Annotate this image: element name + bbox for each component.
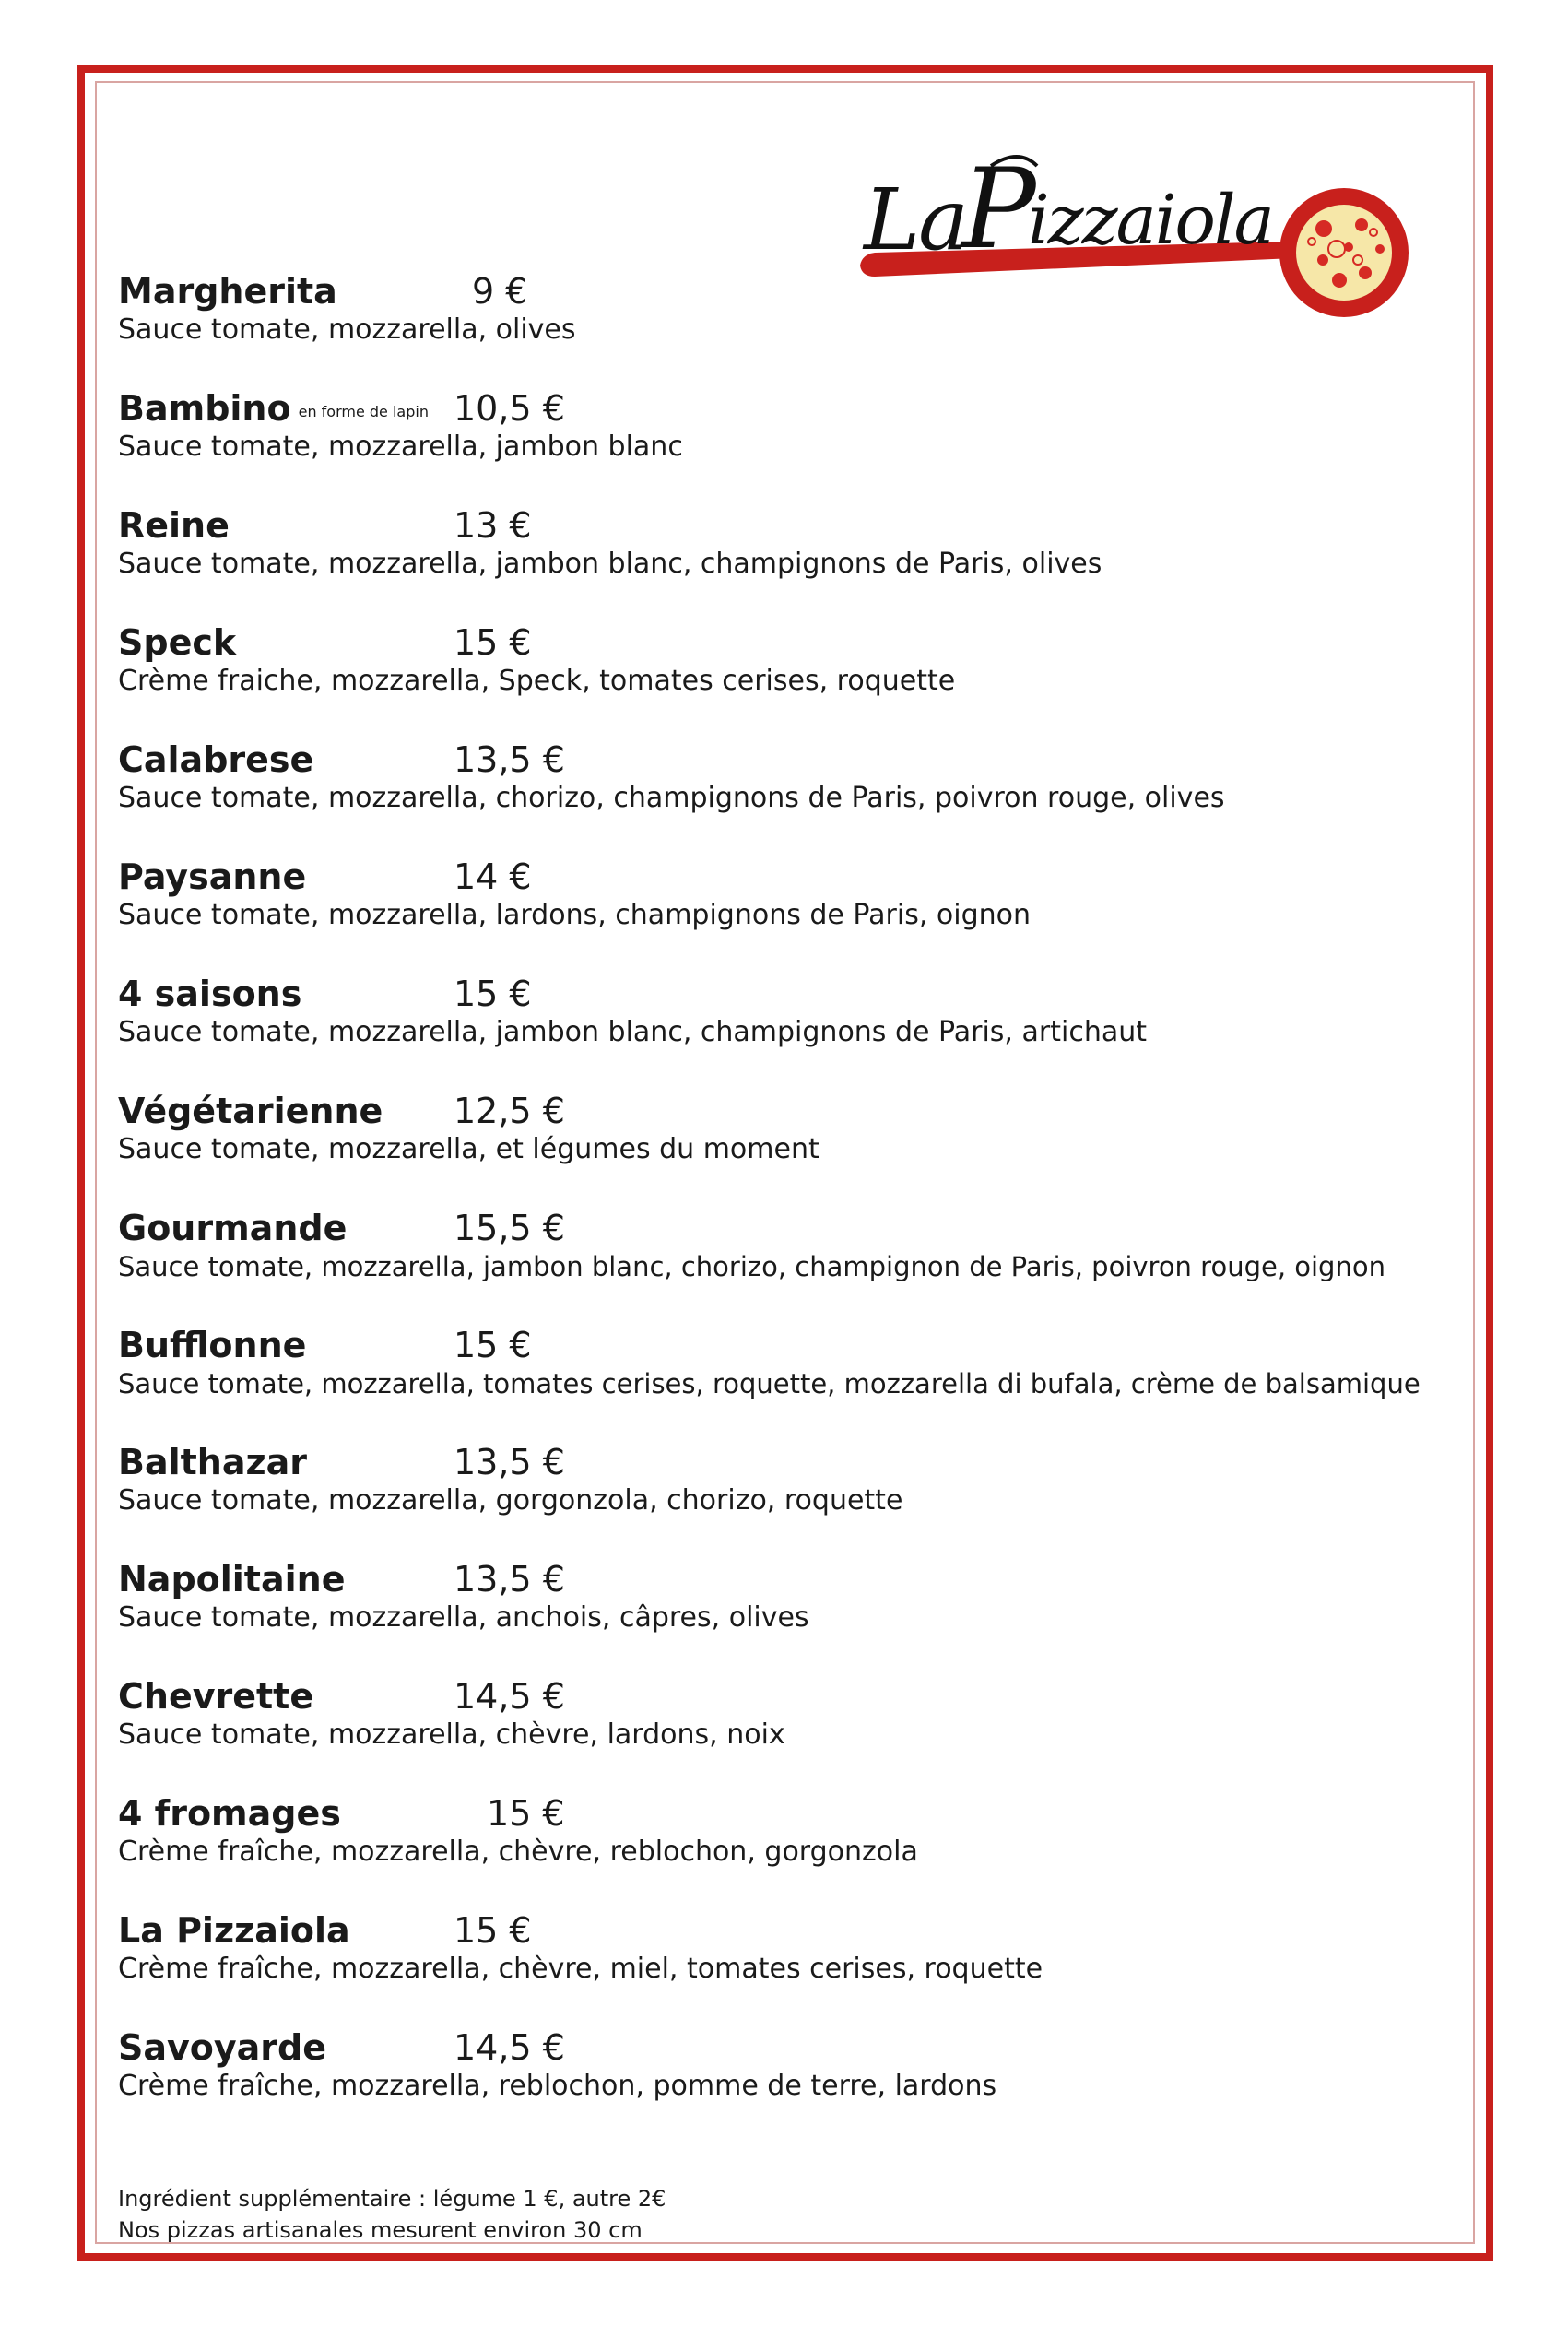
pizza-note: en forme de lapin xyxy=(298,403,429,420)
menu-item xyxy=(118,503,1464,614)
pizza-price: 9 € xyxy=(472,271,528,312)
svg-text:izzaiola: izzaiola xyxy=(1028,181,1273,260)
pizza-name: Gourmande xyxy=(118,1208,348,1248)
pizza-name: Chevrette xyxy=(118,1676,314,1717)
pizza-description: Sauce tomate, mozzarella, jambon blanc, champignons de Paris, artichaut xyxy=(118,1016,1147,1048)
pizza-description: Sauce tomate, mozzarella, olives xyxy=(118,313,576,346)
pizza-price: 12,5 € xyxy=(454,1091,565,1131)
pizza-name: Bambino en forme de lapin xyxy=(118,388,429,429)
pizza-price: 15 € xyxy=(487,1793,565,1834)
menu-item xyxy=(118,1908,1464,2019)
logo-wordmark: La xyxy=(864,171,967,269)
pizza-description: Sauce tomate, mozzarella, et légumes du moment xyxy=(118,1133,819,1165)
menu-item xyxy=(118,972,1464,1082)
pizza-name: 4 fromages xyxy=(118,1793,341,1834)
svg-text:P: P xyxy=(961,146,1036,274)
pizza-price: 15 € xyxy=(454,1325,532,1365)
pizza-description: Sauce tomate, mozzarella, tomates cerises, roquette, mozzarella di bufala, crème de balsamique xyxy=(118,1368,1421,1399)
pizza-name: Végétarienne xyxy=(118,1091,383,1131)
menu-item xyxy=(118,1557,1464,1668)
pizza-name: Bufflonne xyxy=(118,1325,307,1365)
pizza-price: 15 € xyxy=(454,1910,532,1951)
pizza-price: 15 € xyxy=(454,974,532,1014)
menu-item xyxy=(118,620,1464,731)
pizza-description: Sauce tomate, mozzarella, chorizo, champignons de Paris, poivron rouge, olives xyxy=(118,782,1225,814)
pizza-description: Crème fraîche, mozzarella, reblochon, pomme de terre, lardons xyxy=(118,2070,997,2102)
pizza-description: Crème fraiche, mozzarella, Speck, tomates cerises, roquette xyxy=(118,665,956,697)
pizza-price: 13,5 € xyxy=(454,1442,565,1482)
menu-item xyxy=(118,1791,1464,1902)
pizza-description: Sauce tomate, mozzarella, jambon blanc xyxy=(118,431,683,463)
pizza-price: 14 € xyxy=(454,856,532,897)
pizza-price: 10,5 € xyxy=(454,388,565,429)
menu-item xyxy=(118,855,1464,965)
pizza-description: Sauce tomate, mozzarella, lardons, champignons de Paris, oignon xyxy=(118,899,1032,931)
pizza-price: 15 € xyxy=(454,622,532,663)
menu-footer-notes xyxy=(118,2183,666,2246)
pizza-description: Crème fraîche, mozzarella, chèvre, reblochon, gorgonzola xyxy=(118,1836,918,1868)
pizza-description: Sauce tomate, mozzarella, jambon blanc, champignons de Paris, olives xyxy=(118,548,1102,580)
pizza-name: 4 saisons xyxy=(118,974,302,1014)
menu-item xyxy=(118,1323,1464,1434)
pizza-description: Sauce tomate, mozzarella, jambon blanc, chorizo, champignon de Paris, poivron rouge, oignon xyxy=(118,1251,1385,1282)
pizza-description: Sauce tomate, mozzarella, gorgonzola, chorizo, roquette xyxy=(118,1484,903,1517)
pizza-name: Balthazar xyxy=(118,1442,307,1482)
pizza-description: Sauce tomate, mozzarella, chèvre, lardons, noix xyxy=(118,1718,785,1751)
menu-item xyxy=(118,1089,1464,1199)
pizza-price: 13,5 € xyxy=(454,1559,565,1600)
menu-item xyxy=(118,269,1464,380)
menu-item xyxy=(118,738,1464,848)
menu-item xyxy=(118,386,1464,497)
pizza-price: 15,5 € xyxy=(454,1208,565,1248)
pizza-price: 14,5 € xyxy=(454,2027,565,2068)
pizza-price: 13 € xyxy=(454,505,532,546)
pizza-name: Calabrese xyxy=(118,739,314,780)
menu-item xyxy=(118,1440,1464,1551)
pizza-description: Crème fraîche, mozzarella, chèvre, miel, tomates cerises, roquette xyxy=(118,1953,1043,1985)
pizza-name: Savoyarde xyxy=(118,2027,327,2068)
pizza-name: Paysanne xyxy=(118,856,307,897)
extra-ingredient-note: Ingrédient supplémentaire : légume 1 €, autre 2€ xyxy=(118,2186,666,2212)
pizza-description: Sauce tomate, mozzarella, anchois, câpres, olives xyxy=(118,1601,809,1634)
menu-item xyxy=(118,1674,1464,1785)
pizza-name: Napolitaine xyxy=(118,1559,346,1600)
pizza-size-note: Nos pizzas artisanales mesurent environ 30 cm xyxy=(118,2217,643,2243)
pizza-price: 14,5 € xyxy=(454,1676,565,1717)
pizza-price: 13,5 € xyxy=(454,739,565,780)
pizza-name: La Pizzaiola xyxy=(118,1910,350,1951)
menu-item xyxy=(118,1206,1464,1316)
menu-item xyxy=(118,2025,1464,2136)
pizza-name: Margherita xyxy=(118,271,337,312)
pizza-name: Speck xyxy=(118,622,237,663)
pizza-name: Reine xyxy=(118,505,230,546)
